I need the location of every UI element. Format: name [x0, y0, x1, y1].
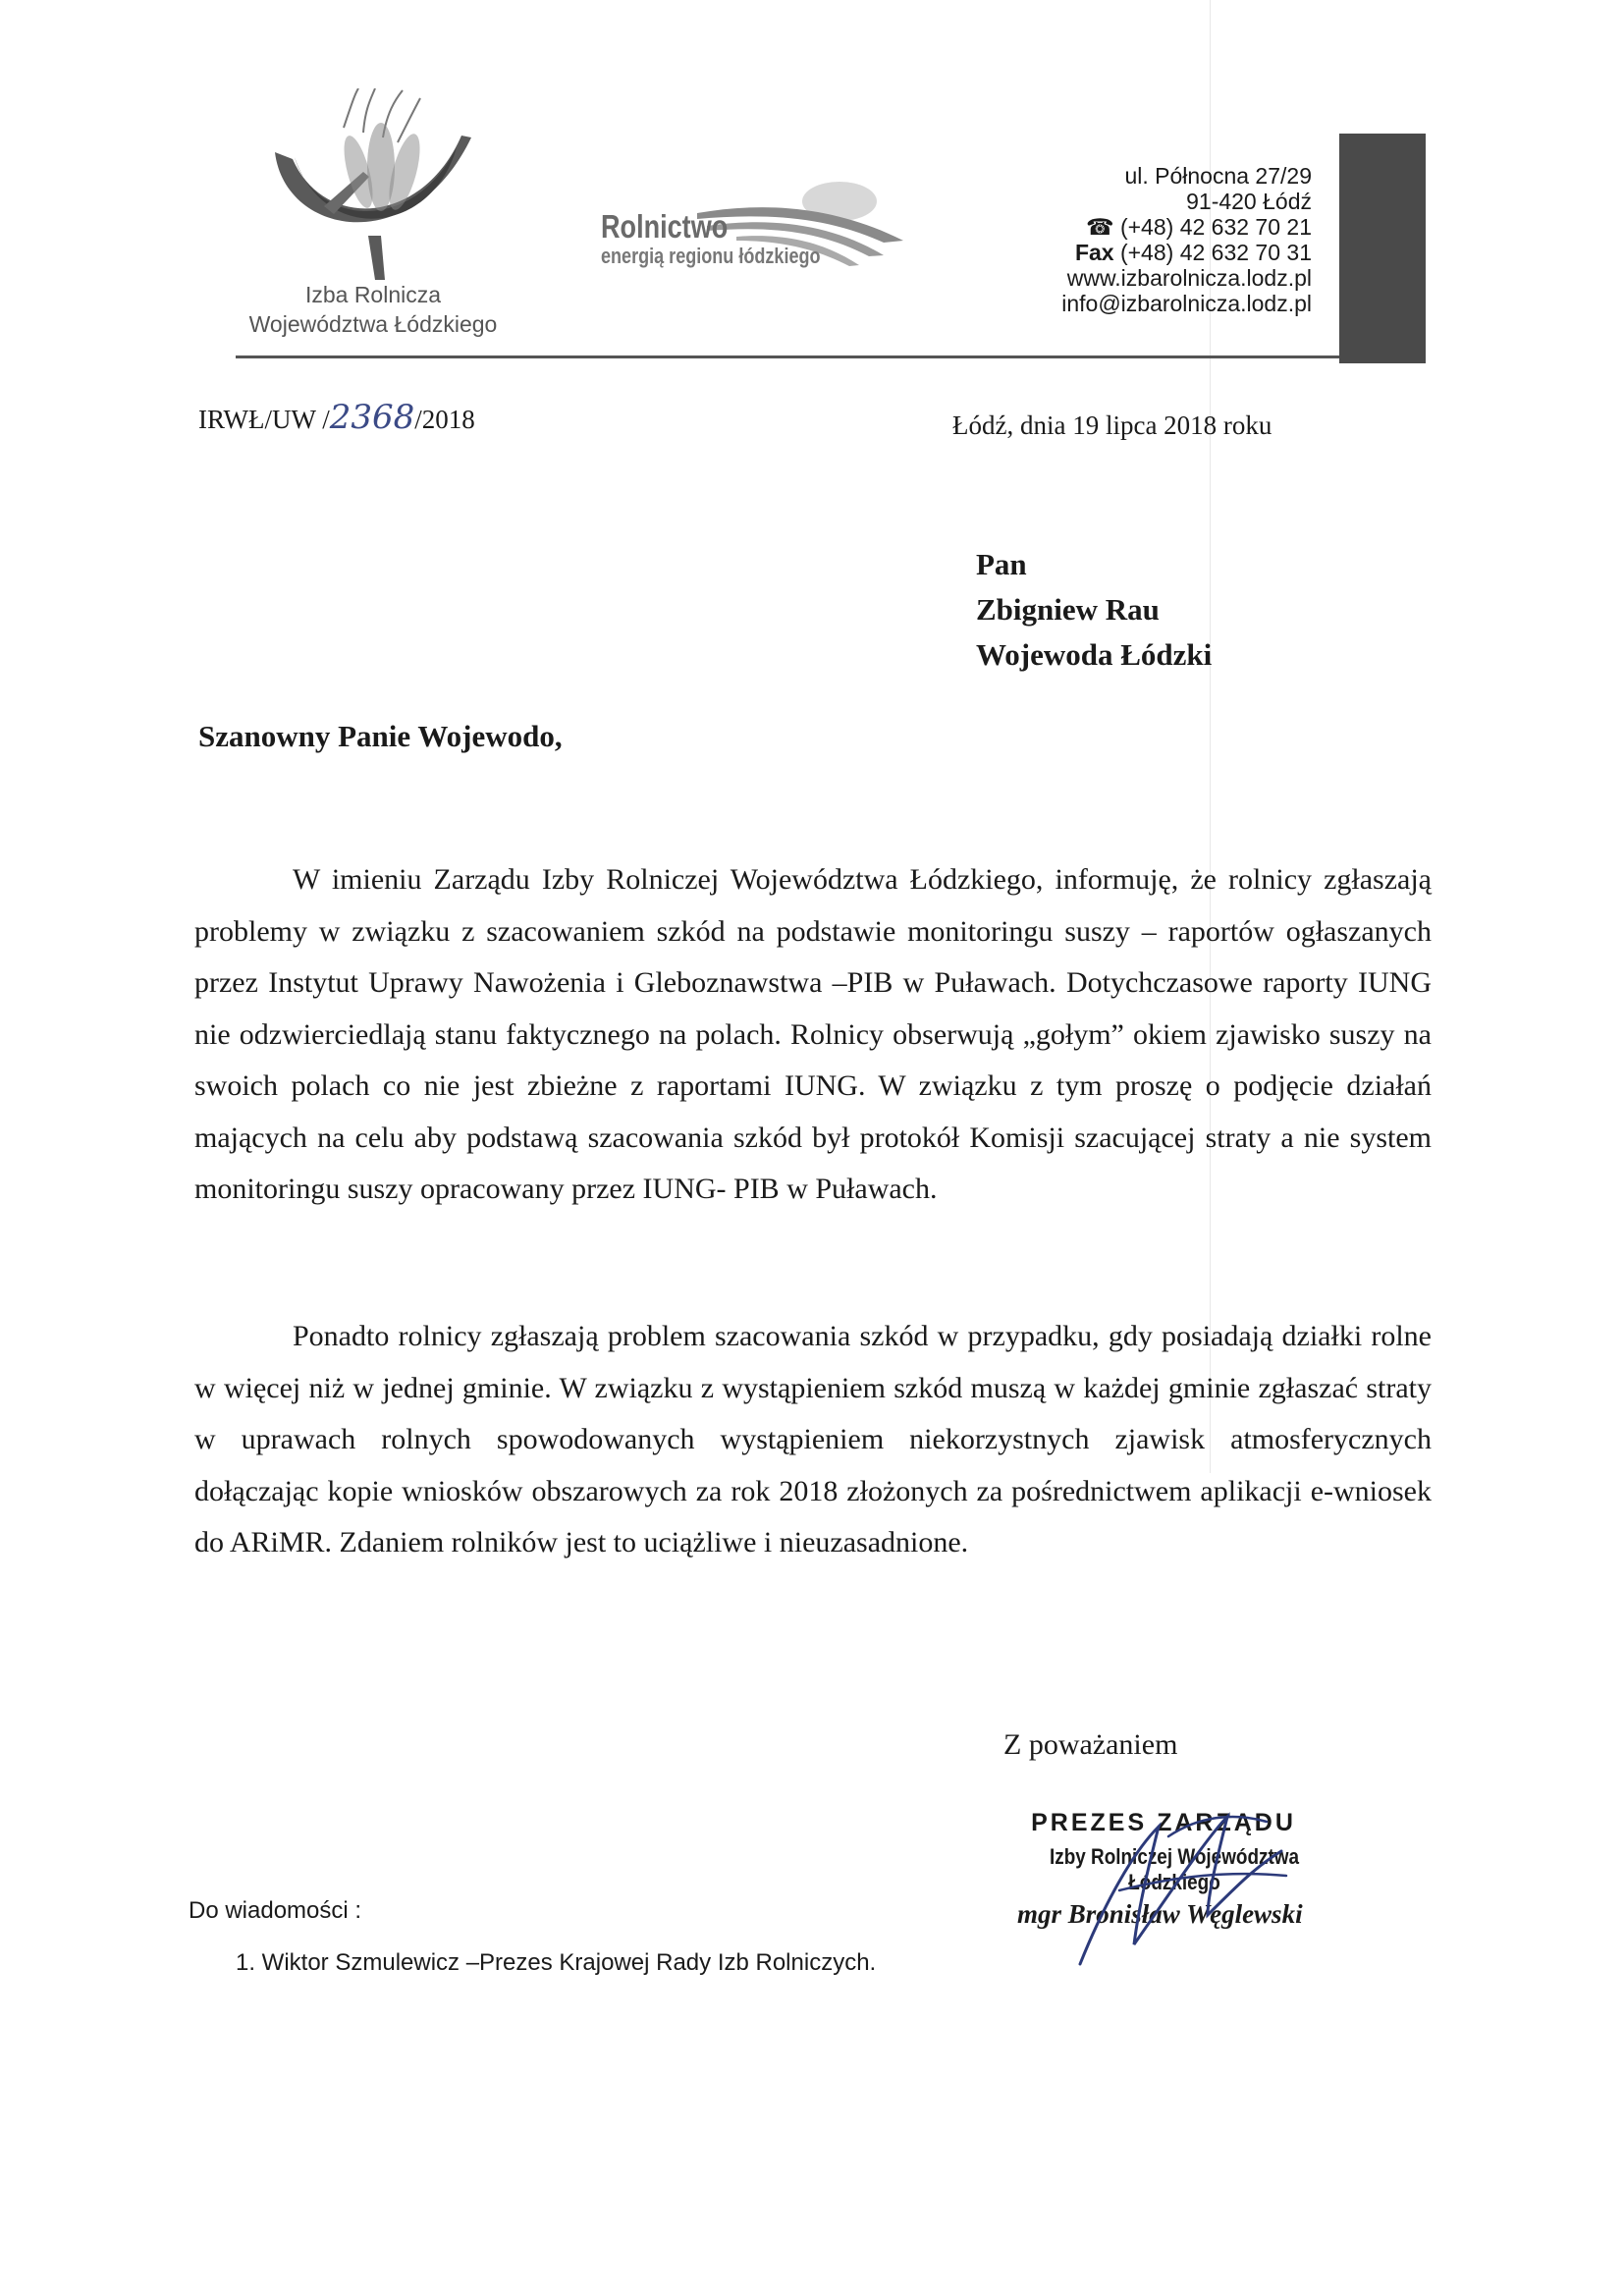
rolnictwo-title: Rolnictwo [601, 208, 729, 245]
body-paragraph: W imieniu Zarządu Izby Rolniczej Województwa Łódzkiego, informuję, że rolnicy zgłaszają problemy w związku z szacowaniem szkód na podstawie monitoringu suszy – raportów ogłaszanych przez Instytut Uprawy Nawożenia i Gleboznawstwa –PIB w Puławach. Dotychczasowe raporty IUNG nie odzwierciedlają stanu faktycznego na polach. Rolnicy obserwują „gołym” okiem zjawisko suszy na swoich polach co nie jest zbieżne z raportami IUNG. W związku z tym proszę o podjęcie działań mających na celu aby podstawą szacowania szkód był protokół Komisji szacującej straty a nie system monitoringu suszy opracowany przez IUNG- PIB w Puławach. [194, 863, 1432, 1205]
contact-city: 91-420 Łódź [1186, 189, 1312, 214]
izba-rolnicza-logo-icon [265, 88, 491, 285]
contact-email[interactable]: info@izbarolnicza.lodz.pl [1061, 291, 1312, 316]
contact-block [962, 163, 1312, 316]
cc-item: 1. Wiktor Szmulewicz –Prezes Krajowej Rady Izb Rolniczych. [236, 1949, 877, 1976]
izba-name-line1: Izba Rolnicza [304, 282, 442, 307]
signature-icon [1060, 1797, 1296, 1974]
header-divider [236, 355, 1339, 358]
phone-icon: ☎ [1085, 214, 1114, 240]
izba-name [236, 280, 511, 339]
header-grey-bar [1339, 134, 1426, 363]
rolnictwo-subtitle: energią regionu łódzkiego [601, 244, 821, 268]
closing: Z poważaniem [1003, 1728, 1178, 1761]
addressee-line: Wojewoda Łódzki [976, 637, 1213, 672]
reference-handwritten: 2368 [329, 398, 415, 437]
salutation: Szanowny Panie Wojewodo, [198, 719, 563, 753]
addressee-line: Zbigniew Rau [976, 592, 1160, 627]
contact-street: ul. Północna 27/29 [1124, 163, 1312, 189]
contact-fax: (+48) 42 632 70 31 [1119, 240, 1312, 265]
stamp-name: mgr Bronisław Węglewski [1017, 1899, 1303, 1929]
cc-label: Do wiadomości : [189, 1897, 362, 1924]
contact-www[interactable]: www.izbarolnicza.lodz.pl [1066, 265, 1312, 291]
stamp-title: PREZES ZARZĄDU [1031, 1809, 1296, 1836]
addressee-block [976, 542, 1212, 678]
contact-fax-line [962, 240, 1312, 265]
izba-name-line2: Województwa Łódzkiego [248, 311, 498, 337]
contact-fax-label: Fax [1074, 240, 1114, 265]
reference-prefix: IRWŁ/UW / [198, 405, 330, 434]
letter-date: Łódź, dnia 19 lipca 2018 roku [952, 410, 1272, 440]
contact-phone-line [962, 214, 1312, 240]
stamp-organization: Izby Rolniczej Województwa Łódzkiego [1049, 1844, 1300, 1894]
body-paragraph: Ponadto rolnicy zgłaszają problem szacowania szkód w przypadku, gdy posiadają działki rolne w więcej niż w jednej gminie. W związku z wystąpieniem szkód muszą w każdej gminie zgłaszać straty w uprawach rolnych spowodowanych wystąpieniem niekorzystnych zjawisk atmosferycznych dołączając kopie wniosków obszarowych za rok 2018 złożonych za pośrednictwem aplikacji e-wniosek do ARiMR. Zdaniem rolników jest to uciążliwe i nieuzasadnione. [194, 1320, 1432, 1558]
reference-suffix: /2018 [414, 405, 475, 434]
addressee-line: Pan [976, 547, 1027, 581]
reference-number [198, 398, 475, 437]
contact-phone: (+48) 42 632 70 21 [1119, 214, 1312, 240]
